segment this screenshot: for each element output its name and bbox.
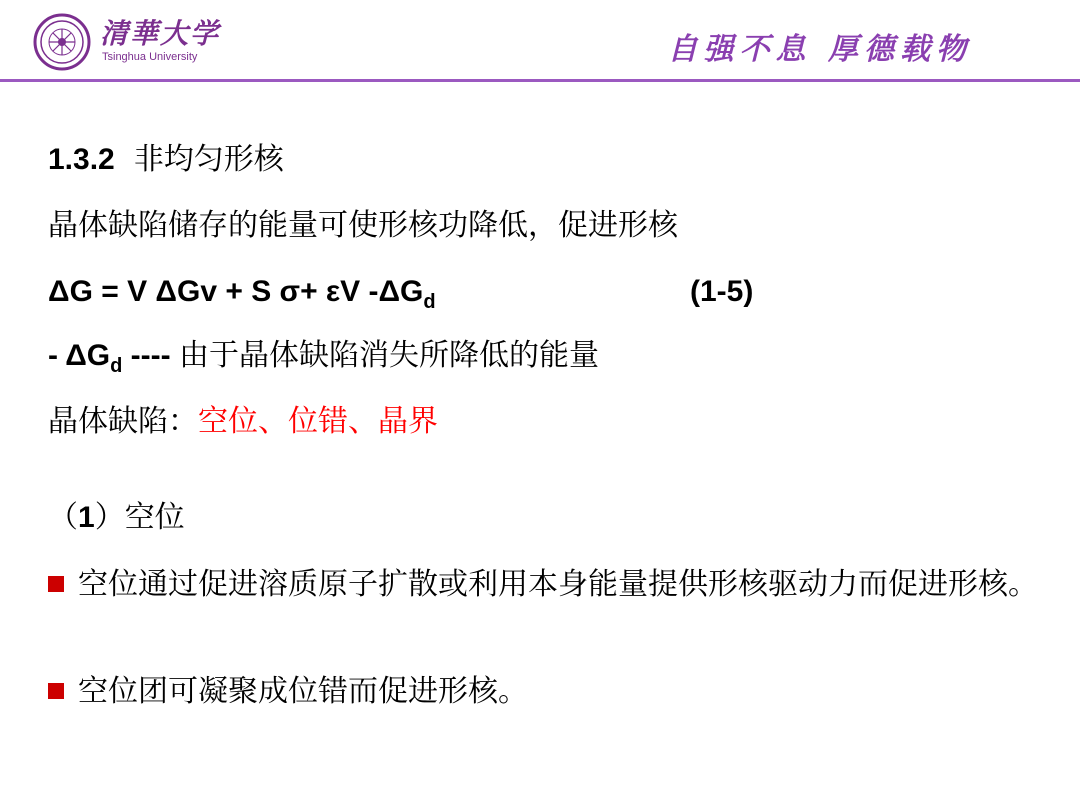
equation-line: [48, 272, 1038, 322]
square-bullet-icon: [48, 576, 64, 592]
heading-title: 非均匀形核: [133, 142, 284, 177]
intro-line: 晶体缺陷储存的能量可使形核功降低，促进形核: [48, 208, 678, 243]
heading-number: 1.3.2: [48, 143, 115, 176]
defects-items: 空位、位错、晶界: [198, 404, 438, 439]
bullet-item-2: [48, 672, 528, 712]
bullet-item-1: [48, 564, 1038, 606]
subsection-close-paren: ）: [94, 500, 125, 535]
defects-label: 晶体缺陷：: [48, 404, 198, 439]
section-heading: [48, 140, 284, 180]
slide-header: [0, 0, 1080, 82]
logo-chinese-name: 清華大学: [100, 17, 221, 50]
header-divider: [0, 79, 1080, 82]
defects-line: [48, 402, 438, 442]
subsection-open-paren: （: [48, 500, 78, 535]
tsinghua-seal-logo: [33, 13, 91, 71]
subsection-text: 空位: [124, 500, 185, 535]
def-symbol: - ΔG: [48, 339, 111, 372]
definition-line: [48, 336, 599, 386]
def-text: 由于晶体缺陷消失所降低的能量: [178, 338, 599, 373]
equation-main: ΔG = V ΔGv + S σ+ εV -ΔG: [48, 275, 424, 308]
square-bullet-icon: [48, 683, 64, 699]
bullet-text-2: 空位团可凝聚成位错而促进形核。: [78, 674, 528, 709]
subsection-title: [48, 498, 185, 538]
subsection-number: 1: [78, 501, 95, 534]
motto: 自强不息 厚德载物: [667, 32, 972, 67]
equation-number: (1-5): [690, 275, 754, 308]
logo-english-name: Tsinghua University: [102, 51, 198, 63]
def-dashes: ----: [122, 339, 179, 372]
equation-subscript: d: [423, 291, 436, 313]
bullet-text-1: 空位通过促进溶质原子扩散或利用本身能量提供形核驱动力而促进形核。: [78, 567, 1038, 602]
def-subscript: d: [110, 355, 123, 377]
